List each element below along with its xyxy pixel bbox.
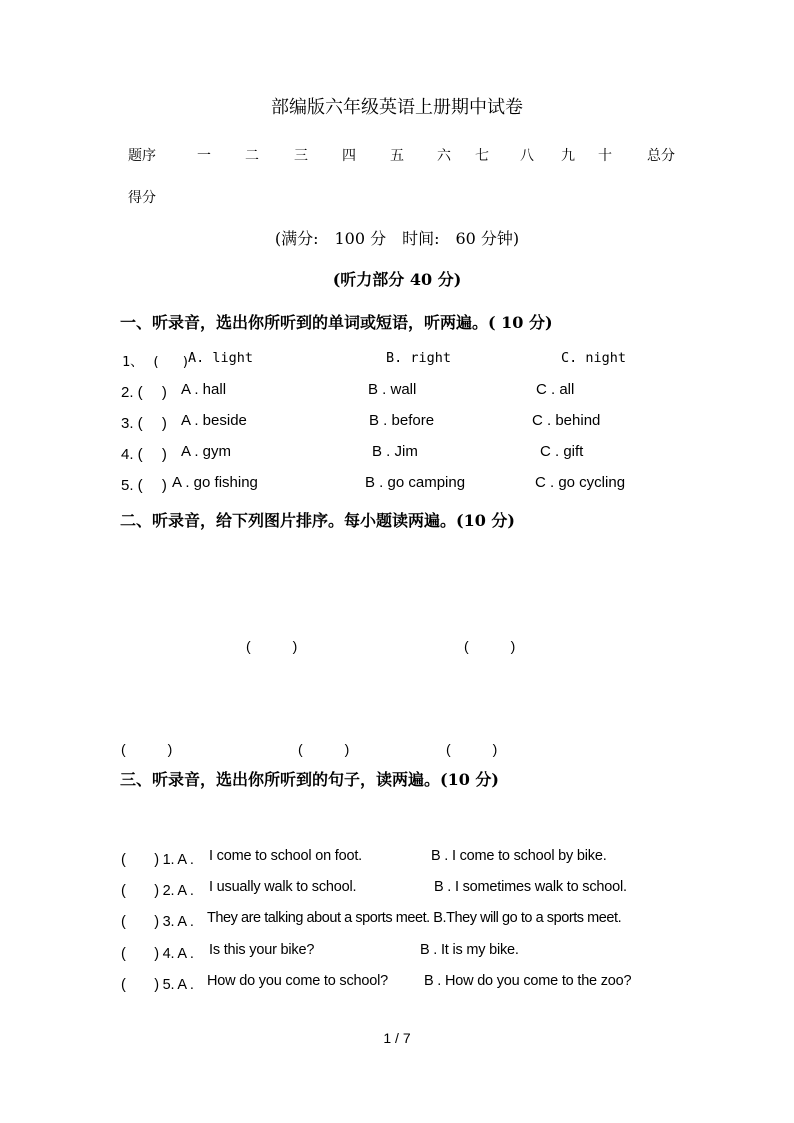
- s1-q2-option-b: B . wall: [368, 381, 417, 398]
- s3-q2-option-b: B . I sometimes walk to school.: [434, 879, 627, 895]
- s3-q4-option-b: B . It is my bike.: [420, 942, 519, 958]
- score-col-6: 六: [437, 148, 451, 164]
- score-col-10: 十: [598, 148, 612, 164]
- s3-q5-option-b: B . How do you come to the zoo?: [424, 973, 632, 989]
- s3-q5-number: ( ) 5. A .: [121, 977, 194, 993]
- s1-q5-number: 5. ( ): [121, 477, 167, 494]
- s1-q5-option-c: C . go cycling: [535, 474, 626, 491]
- page-number: 1 / 7: [383, 1030, 411, 1046]
- score-col-7: 七: [475, 148, 489, 164]
- s1-q1-option-b: B. right: [386, 350, 452, 366]
- s1-q4-option-c: C . gift: [540, 443, 584, 460]
- page-title: 部编版六年级英语上册期中试卷: [271, 97, 523, 118]
- s1-q5-option-b: B . go camping: [365, 474, 466, 491]
- score-col-3: 三: [294, 148, 308, 164]
- s1-q3-number: 3. ( ): [121, 415, 167, 432]
- s1-q2-option-c: C . all: [536, 381, 575, 398]
- s3-q5-option-a: How do you come to school?: [207, 973, 388, 989]
- s1-q3-option-b: B . before: [369, 412, 435, 429]
- s3-q1-number: ( ) 1. A .: [121, 852, 194, 868]
- s1-q2-option-a: A . hall: [181, 381, 227, 398]
- section3-heading: 三、听录音，选出你所听到的句子，读两遍。(10 分): [120, 770, 499, 789]
- score-col-4: 四: [342, 148, 356, 164]
- s1-q5-option-a: A . go fishing: [172, 474, 258, 491]
- listening-part-heading: (听力部分 40 分): [332, 270, 462, 289]
- s1-q1-option-a: A. light: [188, 350, 254, 366]
- score-col-1: 一: [197, 148, 211, 164]
- s3-q1-option-b: B . I come to school by bike.: [431, 848, 607, 864]
- s3-q3-number: ( ) 3. A .: [121, 914, 194, 930]
- score-col-total: 总分: [647, 148, 675, 164]
- s3-q4-option-a: Is this your bike?: [209, 942, 315, 958]
- s1-q4-option-a: A . gym: [181, 443, 232, 460]
- s1-q4-option-b: B . Jim: [372, 443, 418, 460]
- s1-q1-option-c: C. night: [561, 350, 627, 366]
- picture-order-blank: ( ): [121, 741, 173, 757]
- s3-q1-option-a: I come to school on foot.: [209, 848, 362, 864]
- s1-q3-option-c: C . behind: [532, 412, 601, 429]
- s1-q3-option-a: A . beside: [181, 412, 247, 429]
- picture-order-blank: ( ): [298, 741, 350, 757]
- score-row2-label: 得分: [128, 190, 156, 206]
- s3-q3-options: They are talking about a sports meet. B.They will go to a sports meet.: [207, 910, 622, 926]
- score-row-label: 题序: [128, 148, 156, 164]
- s1-q1-number: 1、 ( ): [122, 354, 190, 370]
- s1-q4-number: 4. ( ): [121, 446, 167, 463]
- s1-q2-number: 2. ( ): [121, 384, 167, 401]
- exam-info: (满分: 100 分 时间: 60 分钟): [274, 229, 520, 248]
- s3-q2-option-a: I usually walk to school.: [209, 879, 357, 895]
- picture-order-blank: ( ): [246, 638, 298, 654]
- score-col-5: 五: [390, 148, 404, 164]
- picture-order-blank: ( ): [446, 741, 498, 757]
- section2-heading: 二、听录音，给下列图片排序。每小题读两遍。(10 分): [120, 511, 515, 530]
- s3-q2-number: ( ) 2. A .: [121, 883, 194, 899]
- section1-heading: 一、听录音，选出你所听到的单词或短语，听两遍。( 10 分): [120, 313, 553, 332]
- picture-order-blank: ( ): [464, 638, 516, 654]
- s3-q4-number: ( ) 4. A .: [121, 946, 194, 962]
- score-col-2: 二: [245, 148, 259, 164]
- score-col-8: 八: [520, 148, 534, 164]
- score-col-9: 九: [561, 148, 575, 164]
